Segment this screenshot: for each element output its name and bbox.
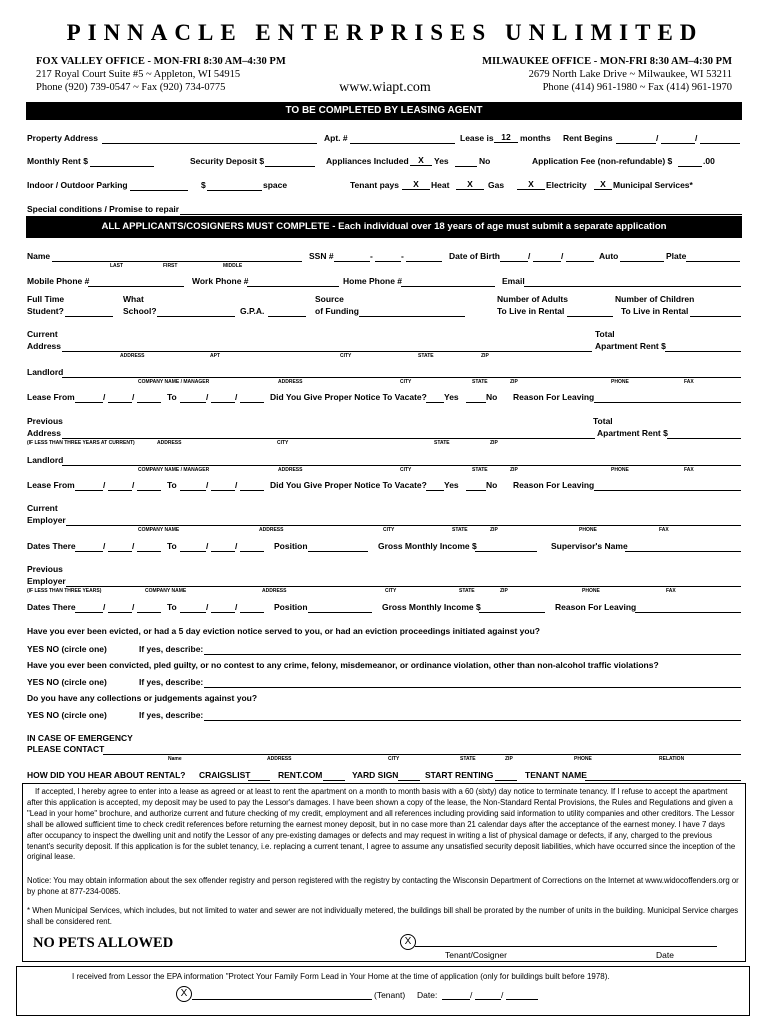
eviction-if-yes-label: If yes, describe: <box>139 644 204 654</box>
rentcom-option[interactable]: RENT.COM <box>278 770 323 780</box>
milwaukee-address: 2679 North Lake Drive ~ Milwaukee, WI 53211 <box>528 69 732 80</box>
auto-field[interactable] <box>620 261 664 262</box>
prev-emp-from-day[interactable] <box>108 612 132 613</box>
epa-tenant-label: (Tenant) <box>374 990 406 1000</box>
heat-mark[interactable]: X <box>402 179 430 190</box>
electricity-label: Electricity <box>546 180 587 190</box>
previous-rent-field[interactable] <box>667 438 741 439</box>
space-label: space <box>263 180 288 190</box>
prev-lease-from-year[interactable] <box>137 490 161 491</box>
apartment-rent-label: Apartment Rent $ <box>595 341 666 351</box>
fox-valley-title: FOX VALLEY OFFICE - MON-FRI 8:30 AM–4:30 PM <box>36 56 286 67</box>
collections-if-yes-label: If yes, describe: <box>139 710 204 720</box>
emp-from-month[interactable] <box>75 551 103 552</box>
rent-begins-day[interactable] <box>661 143 695 144</box>
sub-company-manager: COMPANY NAME / MANAGER <box>138 467 210 473</box>
parking-dollar-label: $ <box>201 180 206 190</box>
landlord-label: Landlord <box>27 367 64 377</box>
current-employer-label: Current <box>27 503 58 513</box>
auto-label: Auto <box>599 251 619 261</box>
sub-phone: PHONE <box>574 756 592 762</box>
emp-to-label: To <box>167 541 177 551</box>
tenant-signature-field[interactable] <box>415 946 717 947</box>
municipal-notice: * When Municipal Services, which includes, but not limited to water and sewer are not individually metered, the buildings bill shall be prorated by the number of units in the building. Municipal Service charges shall be considered rent. <box>27 906 739 926</box>
sub-relation: RELATION <box>659 756 685 762</box>
email-label: Email <box>502 276 525 286</box>
previous-address-field[interactable] <box>62 438 595 439</box>
source-label: Source <box>315 294 344 304</box>
epa-statement: I received from Lessor the EPA information "Protect Your Family Form Lead in Your Home at the time of application (only for buildings built before 1978). <box>72 972 610 981</box>
start-renting-field[interactable] <box>495 780 517 781</box>
sub-address: ADDRESS <box>259 527 284 533</box>
student-label: Student? <box>27 306 64 316</box>
sub-phone: PHONE <box>582 588 600 594</box>
employer-label: Employer <box>27 515 66 525</box>
convicted-if-yes-label: If yes, describe: <box>139 677 204 687</box>
current-lease-from-year[interactable] <box>137 402 161 403</box>
property-address-field[interactable] <box>102 143 317 144</box>
sub-state: STATE <box>459 588 475 594</box>
current-address-label: Address <box>27 341 62 351</box>
emergency-contact-field[interactable] <box>103 754 741 755</box>
apt-field[interactable] <box>350 143 455 144</box>
prev-emp-reason-label: Reason For Leaving <box>555 602 637 612</box>
if-less-note: (IF LESS THAN THREE YEARS AT CURRENT) <box>27 440 135 446</box>
lease-from-label: Lease From <box>27 392 75 402</box>
reason-leaving-label: Reason For Leaving <box>513 392 595 402</box>
prev-emp-to-month[interactable] <box>180 612 206 613</box>
first-sublabel: FIRST <box>163 263 178 269</box>
prev-reason-leaving-field[interactable] <box>594 490 741 491</box>
lease-months-field[interactable]: 12 <box>494 132 518 143</box>
prev-emp-to-label: To <box>167 602 177 612</box>
heat-label: Heat <box>431 180 450 190</box>
emp-to-month[interactable] <box>180 551 206 552</box>
agent-section-bar: TO BE COMPLETED BY LEASING AGENT <box>26 102 742 120</box>
prev-position-field[interactable] <box>308 612 372 613</box>
special-conditions-label: Special conditions / Promise to repair <box>27 204 180 214</box>
notice-yes-label: Yes <box>444 392 459 402</box>
sub-state: STATE <box>452 527 468 533</box>
question-convicted: Have you ever been convicted, pled guilty, or no contest to any crime, felony, misdemeanor, or ordinance violation, other than non-alcohol traffic violations? <box>27 660 659 670</box>
previous-rent-label: Apartment Rent $ <box>597 428 668 438</box>
prev-notice-no-label: No <box>486 480 498 490</box>
rent-begins-month[interactable] <box>616 143 656 144</box>
security-deposit-field[interactable] <box>265 166 315 167</box>
prev-lease-to-year[interactable] <box>240 490 264 491</box>
previous-employer-field[interactable] <box>66 586 741 587</box>
craigslist-option[interactable]: CRAIGSLIST <box>199 770 251 780</box>
sub-zip: ZIP <box>510 467 518 473</box>
previous-label: Previous <box>27 416 63 426</box>
monthly-rent-label: Monthly Rent $ <box>27 156 88 166</box>
prev-landlord-field[interactable] <box>62 465 741 466</box>
children-rental-label: To Live in Rental <box>621 306 689 316</box>
months-label: months <box>520 133 551 143</box>
prev-emp-to-day[interactable] <box>211 612 235 613</box>
mobile-phone-label: Mobile Phone # <box>27 276 90 286</box>
fox-valley-address: 217 Royal Court Suite #5 ~ Appleton, WI 54915 <box>36 69 241 80</box>
prev-gross-income-field[interactable] <box>479 612 545 613</box>
proper-notice-label: Did You Give Proper Notice To Vacate? <box>270 392 427 402</box>
sub-fax: FAX <box>684 379 694 385</box>
tenant-cosigner-label: Tenant/Cosigner <box>445 950 507 960</box>
appliances-no-field[interactable] <box>455 166 477 167</box>
municipal-label: Municipal Services* <box>613 180 693 190</box>
last-sublabel: LAST <box>110 263 124 269</box>
emergency-label-1: IN CASE OF EMERGENCY <box>27 733 133 743</box>
prev-emp-from-month[interactable] <box>75 612 103 613</box>
ssn-part2[interactable] <box>375 261 401 262</box>
ssn-part3[interactable] <box>406 261 442 262</box>
website-link[interactable]: www.wiapt.com <box>339 80 431 95</box>
prev-gross-income-label: Gross Monthly Income $ <box>382 602 481 612</box>
property-address-label: Property Address <box>27 133 99 143</box>
how-heard-label: HOW DID YOU HEAR ABOUT RENTAL? <box>27 770 186 780</box>
plate-field[interactable] <box>686 261 740 262</box>
sub-city: CITY <box>383 527 395 533</box>
sub-state: STATE <box>472 379 488 385</box>
emp-to-day[interactable] <box>211 551 235 552</box>
no-pets-notice: NO PETS ALLOWED <box>33 935 174 951</box>
full-time-label: Full Time <box>27 294 65 304</box>
prev-notice-no-field[interactable] <box>466 490 486 491</box>
epa-sign-marker: X <box>176 986 192 1002</box>
student-field[interactable] <box>65 316 113 317</box>
application-fee-field[interactable] <box>678 166 702 167</box>
milwaukee-phone: Phone (414) 961-1980 ~ Fax (414) 961-1970 <box>542 82 732 93</box>
middle-sublabel: MIDDLE <box>223 263 243 269</box>
school-label: School? <box>123 306 157 316</box>
sub-city: CITY <box>340 353 352 359</box>
home-phone-field[interactable] <box>401 286 495 287</box>
current-label: Current <box>27 329 58 339</box>
lease-to-label: To <box>167 392 177 402</box>
epa-date-year[interactable] <box>506 999 538 1000</box>
previous-employer-label: Previous <box>27 564 63 574</box>
application-fee-label: Application Fee (non-refundable) $ <box>532 156 673 166</box>
emergency-label-2: PLEASE CONTACT <box>27 744 105 754</box>
sub-city: CITY <box>400 379 412 385</box>
sub-name: Name <box>168 756 182 762</box>
supervisor-field[interactable] <box>625 551 741 552</box>
sub-address: ADDRESS <box>262 588 287 594</box>
collections-yes-no[interactable]: YES NO (circle one) <box>27 710 107 720</box>
tenant-name-field[interactable] <box>585 780 741 781</box>
sub-address: ADDRESS <box>278 379 303 385</box>
num-children-label: Number of Children <box>615 294 695 304</box>
company-name: PINNACLE ENTERPRISES UNLIMITED <box>66 20 704 45</box>
funding-field[interactable] <box>359 316 465 317</box>
prev-proper-notice-label: Did You Give Proper Notice To Vacate? <box>270 480 427 490</box>
work-phone-label: Work Phone # <box>192 276 249 286</box>
gross-income-label: Gross Monthly Income $ <box>378 541 477 551</box>
sub-apt: APT <box>210 353 220 359</box>
notice-no-field[interactable] <box>466 402 486 403</box>
epa-date-day[interactable] <box>475 999 501 1000</box>
yard-sign-option[interactable]: YARD SIGN <box>352 770 399 780</box>
email-field[interactable] <box>524 286 741 287</box>
sub-city: CITY <box>277 440 289 446</box>
sub-company: COMPANY NAME <box>145 588 187 594</box>
name-field[interactable] <box>52 261 302 262</box>
question-collections: Do you have any collections or judgements against you? <box>27 693 258 703</box>
prev-lease-from-label: Lease From <box>27 480 75 490</box>
eviction-yes-no[interactable]: YES NO (circle one) <box>27 644 107 654</box>
prev-reason-leaving-label: Reason For Leaving <box>513 480 595 490</box>
emp-to-year[interactable] <box>240 551 264 552</box>
previous-total-label: Total <box>593 416 613 426</box>
prev-emp-reason-field[interactable] <box>635 612 741 613</box>
prev-lease-to-month[interactable] <box>180 490 206 491</box>
prev-employer-label: Employer <box>27 576 66 586</box>
if-less-years-note: (IF LESS THAN THREE YEARS) <box>27 588 102 594</box>
tenant-name-option[interactable]: TENANT NAME <box>525 770 587 780</box>
position-field[interactable] <box>308 551 368 552</box>
milwaukee-title: MILWAUKEE OFFICE - MON-FRI 8:30 AM–4:30 PM <box>482 56 732 67</box>
appliances-yes-mark[interactable]: X <box>410 155 432 166</box>
question-eviction: Have you ever been evicted, or had a 5 day eviction notice served to you, or had an eviction proceedings initiated against you? <box>27 626 540 636</box>
ssn-part1[interactable] <box>334 261 370 262</box>
prev-emp-to-year[interactable] <box>240 612 264 613</box>
total-label: Total <box>595 329 615 339</box>
sub-address: ADDRESS <box>267 756 292 762</box>
home-phone-label: Home Phone # <box>343 276 403 286</box>
emp-from-year[interactable] <box>137 551 161 552</box>
sub-company-manager: COMPANY NAME / MANAGER <box>138 379 210 385</box>
notice-no-label: No <box>486 392 498 402</box>
work-phone-field[interactable] <box>247 286 339 287</box>
terms-paragraph: If accepted, I hereby agree to enter into a lease as agreed or at least to rent the apartment on a month to month basis with a 60 (sixty) day notice to terminate tenancy. If I refuse to accept the apartment after this application is accepted, my deposit may be used to pay the Lessor's damages. I have been shown a copy of the lease, the Non-Standard Rental Provisions, the Rules and Regulations and given a "Lead in your home" brochure, and authorize current and future checking of my credit, employment and all references including providing said information to utility companies and other creditors. The Lessor shall be allowed sufficient time to check credit references before returning the earnest money deposit, but in no case more than 21 calendar days after the acceptance of the earnest money. I have 7 days after occupancy to inspect the dwelling unit and notify the Lessor of any pre-existing damages or defects and may request in writing a list of physical damage or defects, if any, charged to the previous tenant's security deposit. If this application is for the sublet tenancy, i.e. replacing a current tenant, I agree to assume any unsatisfied security deposit liabilities, which have occurred since the inception of the original lease. <box>27 787 736 862</box>
sub-state: STATE <box>418 353 434 359</box>
sub-state: STATE <box>434 440 450 446</box>
appliances-label: Appliances Included <box>326 156 409 166</box>
prev-lease-to-day[interactable] <box>211 490 235 491</box>
sub-zip: ZIP <box>510 379 518 385</box>
municipal-mark[interactable]: X <box>594 179 612 190</box>
sub-zip: ZIP <box>481 353 489 359</box>
start-renting-option[interactable]: START RENTING <box>425 770 494 780</box>
appliances-no-label: No <box>479 156 491 166</box>
current-address-field[interactable] <box>62 351 592 352</box>
dob-year[interactable] <box>566 261 594 262</box>
sub-zip: ZIP <box>500 588 508 594</box>
sub-fax: FAX <box>666 588 676 594</box>
current-lease-to-day[interactable] <box>211 402 235 403</box>
prev-lease-to-label: To <box>167 480 177 490</box>
landlord-field[interactable] <box>62 377 741 378</box>
epa-signature-field[interactable] <box>192 999 372 1000</box>
current-lease-to-year[interactable] <box>240 402 264 403</box>
sub-fax: FAX <box>684 467 694 473</box>
prev-notice-yes-field[interactable] <box>426 490 444 491</box>
security-deposit-label: Security Deposit $ <box>190 156 265 166</box>
appliances-yes-label: Yes <box>434 156 449 166</box>
sub-phone: PHONE <box>579 527 597 533</box>
plate-label: Plate <box>666 251 687 261</box>
apt-label: Apt. # <box>324 133 348 143</box>
sub-address: ADDRESS <box>278 467 303 473</box>
sub-state: STATE <box>472 467 488 473</box>
convicted-describe-field[interactable] <box>204 687 741 688</box>
prev-dates-there-label: Dates There <box>27 602 76 612</box>
sub-address: ADDRESS <box>157 440 182 446</box>
dates-there-label: Dates There <box>27 541 76 551</box>
current-lease-to-month[interactable] <box>180 402 206 403</box>
sub-phone: PHONE <box>611 379 629 385</box>
sub-city: CITY <box>400 467 412 473</box>
convicted-yes-no[interactable]: YES NO (circle one) <box>27 677 107 687</box>
sub-zip: ZIP <box>505 756 513 762</box>
gpa-field[interactable] <box>268 316 306 317</box>
parking-field[interactable] <box>130 190 188 191</box>
supervisor-label: Supervisor's Name <box>551 541 628 551</box>
sub-zip: ZIP <box>490 440 498 446</box>
sub-state: STATE <box>460 756 476 762</box>
eviction-describe-field[interactable] <box>204 654 741 655</box>
current-employer-field[interactable] <box>66 525 741 526</box>
rent-begins-year[interactable] <box>700 143 740 144</box>
prev-lease-from-month[interactable] <box>75 490 103 491</box>
tenant-pays-label: Tenant pays <box>350 180 399 190</box>
children-field[interactable] <box>690 316 741 317</box>
ssn-label: SSN # <box>309 251 334 261</box>
position-label: Position <box>274 541 308 551</box>
sub-phone: PHONE <box>611 467 629 473</box>
rentcom-field[interactable] <box>323 780 345 781</box>
adults-rental-label: To Live in Rental <box>497 306 565 316</box>
num-adults-label: Number of Adults <box>497 294 568 304</box>
parking-label: Indoor / Outdoor Parking <box>27 180 128 190</box>
mobile-phone-field[interactable] <box>88 286 184 287</box>
sub-zip: ZIP <box>490 527 498 533</box>
previous-address-label: Address <box>27 428 62 438</box>
name-label: Name <box>27 251 51 261</box>
fox-valley-phone: Phone (920) 739-0547 ~ Fax (920) 734-0775 <box>36 82 226 93</box>
electricity-mark[interactable]: X <box>517 179 545 190</box>
monthly-rent-field[interactable] <box>90 166 154 167</box>
gpa-label: G.P.A. <box>240 306 265 316</box>
lease-is-label: Lease is <box>460 133 494 143</box>
gross-income-field[interactable] <box>475 551 537 552</box>
sub-city: CITY <box>385 588 397 594</box>
gas-label: Gas <box>488 180 505 190</box>
collections-describe-field[interactable] <box>204 720 741 721</box>
dob-month[interactable] <box>500 261 528 262</box>
prev-position-label: Position <box>274 602 308 612</box>
dob-day[interactable] <box>533 261 561 262</box>
sex-offender-notice: Notice: You may obtain information about the sex offender registry and person registered with the registry by contacting the Wisconsin Department of Corrections on the Internet at www.widocoffenders.org or by phone at 877-234-0085. <box>27 876 739 896</box>
current-lease-from-month[interactable] <box>75 402 103 403</box>
epa-date-label: Date: <box>417 990 438 1000</box>
signature-date-label: Date <box>656 950 674 960</box>
sub-city: CITY <box>388 756 400 762</box>
yard-sign-field[interactable] <box>398 780 420 781</box>
special-conditions-field[interactable] <box>180 214 742 215</box>
sub-address: ADDRESS <box>120 353 145 359</box>
current-rent-field[interactable] <box>665 351 741 352</box>
prev-emp-from-year[interactable] <box>137 612 161 613</box>
prev-landlord-label: Landlord <box>27 455 64 465</box>
current-lease-from-day[interactable] <box>108 402 132 403</box>
applicant-section-bar: ALL APPLICANTS/COSIGNERS MUST COMPLETE - Each individual over 18 years of age must submit a separate application <box>26 216 742 238</box>
adults-field[interactable] <box>567 316 613 317</box>
sign-here-marker: X <box>400 934 416 950</box>
what-label: What <box>123 294 144 304</box>
of-funding-label: of Funding <box>315 306 359 316</box>
prev-notice-yes-label: Yes <box>444 480 459 490</box>
dob-label: Date of Birth <box>449 251 500 261</box>
school-field[interactable] <box>157 316 235 317</box>
gas-mark[interactable]: X <box>456 179 484 190</box>
notice-yes-field[interactable] <box>426 402 444 403</box>
emp-from-day[interactable] <box>108 551 132 552</box>
reason-leaving-field[interactable] <box>594 402 741 403</box>
sub-fax: FAX <box>659 527 669 533</box>
fee-cents-label: .00 <box>703 156 715 166</box>
prev-lease-from-day[interactable] <box>108 490 132 491</box>
rent-begins-label: Rent Begins <box>563 133 613 143</box>
parking-price-field[interactable] <box>207 190 262 191</box>
craigslist-field[interactable] <box>248 780 270 781</box>
sub-company: COMPANY NAME <box>138 527 180 533</box>
epa-date-month[interactable] <box>442 999 470 1000</box>
